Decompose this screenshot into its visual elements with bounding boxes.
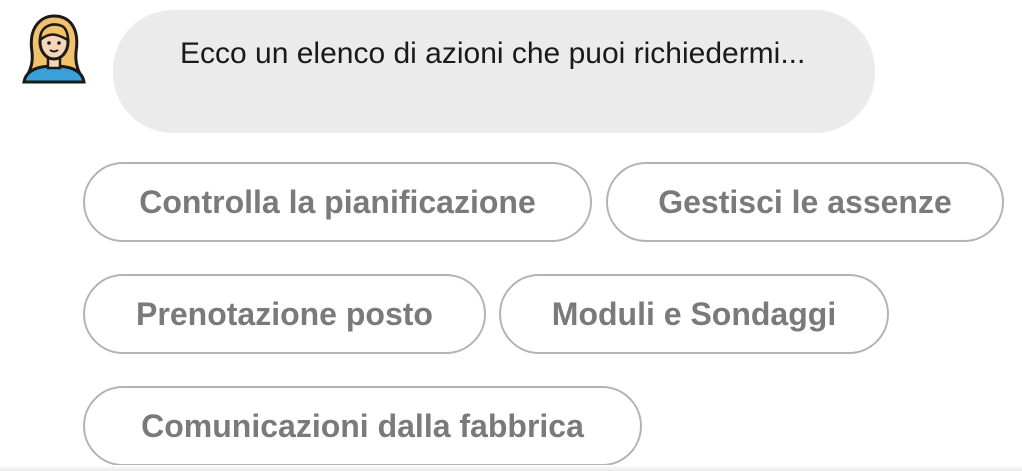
quick-reply-moduli-sondaggi[interactable] — [499, 274, 889, 354]
quick-reply-label: Controlla la pianificazione — [139, 183, 536, 220]
bot-message-bubble — [113, 10, 875, 133]
quick-reply-label: Moduli e Sondaggi — [551, 295, 837, 332]
quick-reply-comunicazioni-fabbrica[interactable] — [83, 386, 642, 466]
quick-reply-controlla-pianificazione[interactable] — [83, 162, 592, 242]
quick-reply-label: Prenotazione posto — [136, 295, 433, 332]
bot-message-text: Ecco un elenco di azioni che puoi richiedermi... — [180, 37, 806, 70]
quick-reply-prenotazione-posto[interactable] — [83, 274, 486, 354]
quick-reply-gestisci-assenze[interactable] — [606, 162, 1004, 242]
bottom-divider — [0, 465, 1022, 471]
woman-avatar-icon — [18, 12, 90, 84]
quick-reply-label: Comunicazioni dalla fabbrica — [141, 407, 584, 444]
quick-reply-label: Gestisci le assenze — [658, 183, 952, 220]
